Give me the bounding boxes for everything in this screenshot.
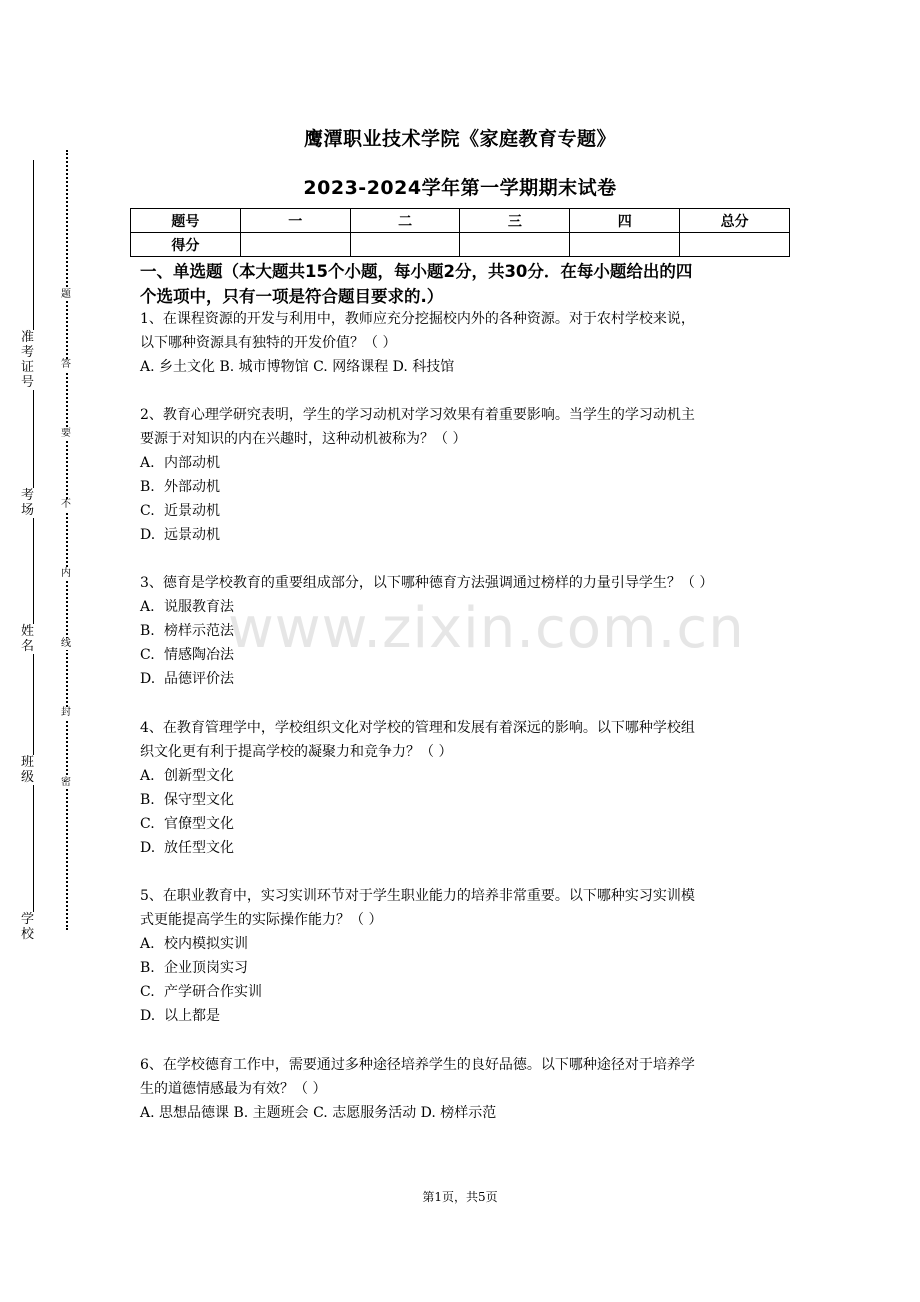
- option-d: [140, 523, 792, 547]
- section-heading: [140, 259, 800, 309]
- question-stem: 1、在课程资源的开发与利用中，教师应充分挖掘校内外的各种资源。对于农村学校来说，: [140, 311, 695, 327]
- score-table-cell: 题号: [131, 209, 241, 233]
- question-5: [140, 884, 792, 1028]
- seal-char: 密: [61, 777, 71, 788]
- question-stem: 织文化更有利于提高学校的凝聚力和竞争力？（ ）: [140, 744, 453, 760]
- score-input-cell[interactable]: [460, 233, 570, 257]
- score-table: [130, 208, 790, 257]
- question-options-inline: A. 思想品德课 B. 主题班会 C. 志愿服务活动 D. 榜样示范: [140, 1105, 497, 1121]
- watermark: www.zixin.com.cn: [228, 596, 745, 661]
- option-text: 校内模拟实训: [164, 936, 248, 952]
- question-options-inline: A. 乡土文化 B. 城市博物馆 C. 网络课程 D. 科技馆: [140, 359, 455, 375]
- option-c: [140, 980, 792, 1004]
- option-letter: B.: [140, 960, 155, 976]
- option-letter: B.: [140, 792, 155, 808]
- score-input-cell[interactable]: [350, 233, 460, 257]
- option-letter: D.: [140, 527, 156, 543]
- score-table-cell: 总分: [680, 209, 790, 233]
- question-stem: 生的道德情感最为有效？（ ）: [140, 1081, 327, 1097]
- question-2: [140, 403, 792, 547]
- question-stem: 式更能提高学生的实际操作能力？（ ）: [140, 912, 383, 928]
- option-letter: D.: [140, 1008, 156, 1024]
- option-letter: C.: [140, 647, 155, 663]
- question-stem: 6、在学校德育工作中，需要通过多种途径培养学生的良好品德。以下哪种途径对于培养学: [140, 1057, 695, 1073]
- option-b: [140, 788, 792, 812]
- option-letter: D.: [140, 671, 156, 687]
- score-table-cell: 一: [240, 209, 350, 233]
- option-c: [140, 643, 792, 667]
- option-text: 放任型文化: [164, 840, 234, 856]
- field-name: [20, 624, 35, 654]
- option-b: [140, 619, 792, 643]
- option-text: 内部动机: [164, 455, 220, 471]
- seal-char: 题: [61, 289, 71, 300]
- field-name-label: 姓名: [20, 624, 34, 654]
- seal-char: 线: [61, 638, 71, 649]
- field-exam-number-label: 准考证号: [20, 330, 34, 390]
- option-text: 说服教育法: [164, 599, 234, 615]
- option-text: 企业顶岗实习: [164, 960, 248, 976]
- option-letter: A.: [140, 936, 155, 952]
- field-class-label: 班级: [20, 755, 34, 785]
- page-number: 第1页，共5页: [422, 1190, 498, 1204]
- option-letter: B.: [140, 479, 155, 495]
- option-a: [140, 764, 792, 788]
- seal-char: 答: [61, 359, 71, 370]
- option-text: 榜样示范法: [164, 623, 234, 639]
- option-text: 产学研合作实训: [164, 984, 262, 1000]
- option-letter: A.: [140, 599, 155, 615]
- section-heading-line: 一、单选题（本大题共15个小题，每小题2分，共30分．在每小题给出的四: [140, 262, 693, 281]
- field-school-label: 学校: [20, 912, 34, 942]
- score-input-cell[interactable]: [570, 233, 680, 257]
- score-table-cell: 三: [460, 209, 570, 233]
- option-letter: B.: [140, 623, 155, 639]
- option-text: 官僚型文化: [164, 816, 234, 832]
- question-stem: 以下哪种资源具有独特的开发价值？（ ）: [140, 335, 397, 351]
- option-b: [140, 956, 792, 980]
- question-stem: 4、在教育管理学中，学校组织文化对学校的管理和发展有着深远的影响。以下哪种学校组: [140, 720, 695, 736]
- option-text: 以上都是: [164, 1008, 220, 1024]
- option-text: 远景动机: [164, 527, 220, 543]
- option-c: [140, 499, 792, 523]
- field-school: [20, 912, 35, 942]
- option-letter: A.: [140, 455, 155, 471]
- option-a: [140, 451, 792, 475]
- exam-title: 鹰潭职业技术学院《家庭教育专题》: [303, 128, 616, 150]
- score-table-score-row: [131, 233, 790, 257]
- score-table-cell: 四: [570, 209, 680, 233]
- question-stem: 2、教育心理学研究表明，学生的学习动机对学习效果有着重要影响。当学生的学习动机主: [140, 407, 695, 423]
- option-d: [140, 836, 792, 860]
- question-6: [140, 1053, 792, 1125]
- option-text: 外部动机: [164, 479, 220, 495]
- score-table-cell: 二: [350, 209, 460, 233]
- seal-char: 要: [61, 428, 71, 439]
- option-b: [140, 475, 792, 499]
- option-d: [140, 1004, 792, 1028]
- option-letter: A.: [140, 768, 155, 784]
- binding-fill-line: [33, 160, 34, 930]
- field-exam-room: [20, 488, 35, 518]
- question-3: [140, 571, 792, 691]
- score-table-header-row: [131, 209, 790, 233]
- option-text: 创新型文化: [164, 768, 234, 784]
- score-input-cell[interactable]: [680, 233, 790, 257]
- option-text: 保守型文化: [164, 792, 234, 808]
- seal-char: 封: [61, 707, 71, 718]
- field-exam-room-label: 考场: [20, 488, 34, 518]
- option-a: [140, 932, 792, 956]
- option-letter: D.: [140, 840, 156, 856]
- question-1: [140, 307, 792, 379]
- option-text: 情感陶冶法: [164, 647, 234, 663]
- field-class: [20, 755, 35, 785]
- option-letter: C.: [140, 984, 155, 1000]
- question-stem: 3、德育是学校教育的重要组成部分，以下哪种德育方法强调通过榜样的力量引导学生？（ ）: [140, 575, 714, 591]
- option-d: [140, 667, 792, 691]
- score-input-cell[interactable]: [240, 233, 350, 257]
- question-stem: 要源于对知识的内在兴趣时，这种动机被称为？（ ）: [140, 431, 467, 447]
- option-letter: C.: [140, 816, 155, 832]
- seal-char: 内: [61, 568, 71, 579]
- section-heading-line: 个选项中，只有一项是符合题目要求的.）: [140, 287, 444, 306]
- option-text: 近景动机: [164, 503, 220, 519]
- question-4: [140, 716, 792, 860]
- option-a: [140, 595, 792, 619]
- option-text: 品德评价法: [164, 671, 234, 687]
- exam-subtitle: 2023-2024学年第一学期期末试卷: [303, 177, 617, 199]
- score-table-cell: 得分: [131, 233, 241, 257]
- option-letter: C.: [140, 503, 155, 519]
- question-stem: 5、在职业教育中，实习实训环节对于学生职业能力的培养非常重要。以下哪种实习实训模: [140, 888, 695, 904]
- option-c: [140, 812, 792, 836]
- seal-char: 不: [61, 499, 71, 510]
- seal-dotted-line: [66, 150, 68, 930]
- field-exam-number: [20, 330, 35, 390]
